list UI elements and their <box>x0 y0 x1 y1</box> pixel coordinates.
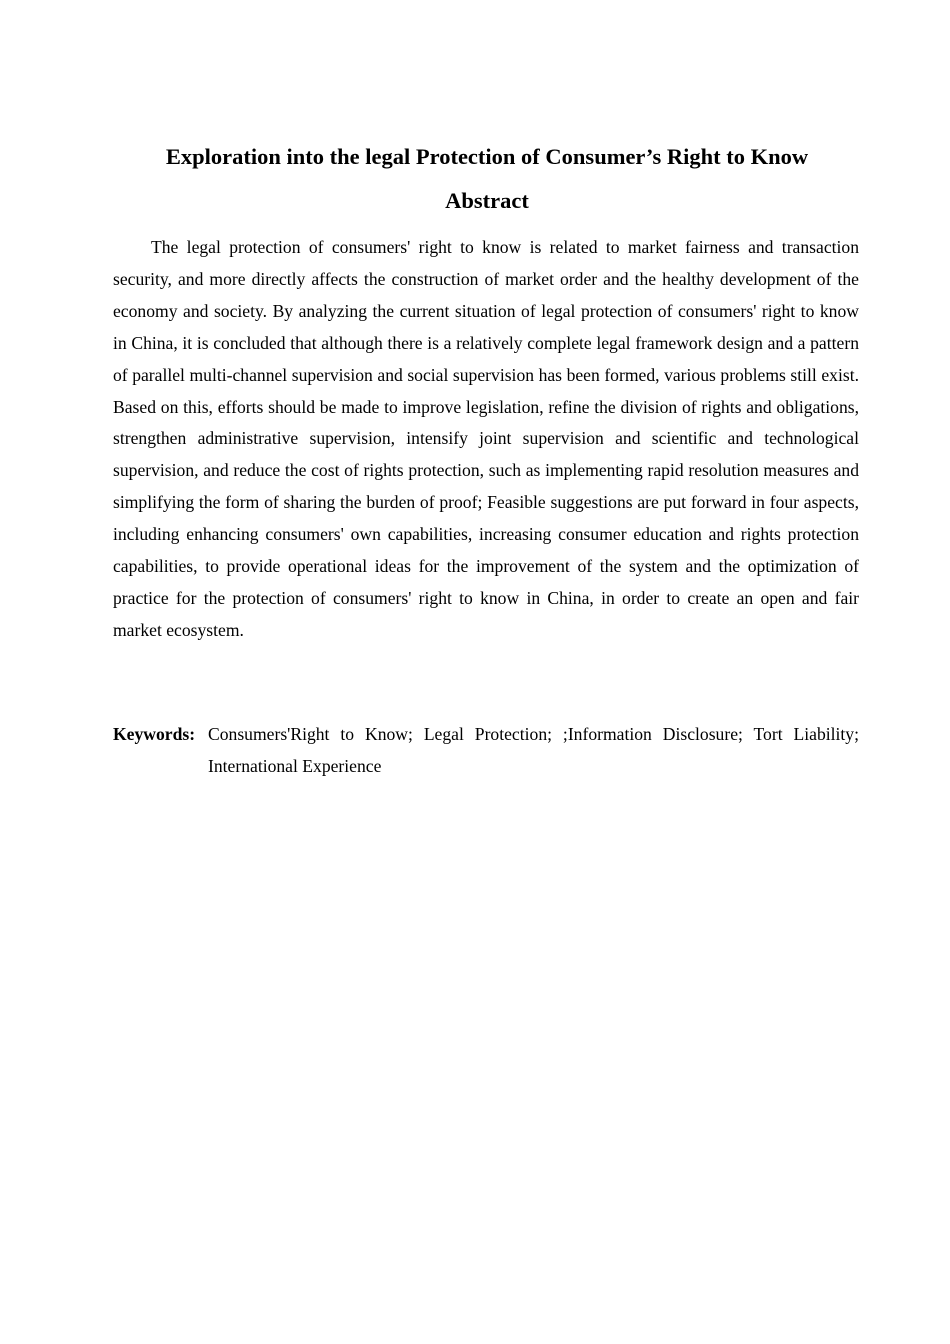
paper-title: Exploration into the legal Protection of Consumer’s Right to Know <box>165 144 809 169</box>
abstract-heading: Abstract <box>445 188 529 213</box>
abstract-body: The legal protection of consumers' right to know is related to market fairness and transaction security, and more directly affects the construction of market order and the healthy development of the economy and society. By analyzing the current situation of legal protection of consumers' right to know in China, it is concluded that although there is a relatively complete legal framework design and a pattern of parallel multi-channel supervision and social supervision has been formed, various problems still exist. Based on this, efforts should be made to improve legislation, refine the division of rights and obligations, strengthen administrative supervision, intensify joint supervision and scientific and technological supervision, and reduce the cost of rights protection, such as implementing rapid resolution measures and simplifying the form of sharing the burden of proof; Feasible suggestions are put forward in four aspects, including enhancing consumers' own capabilities, increasing consumer education and rights protection capabilities, to provide operational ideas for the improvement of the system and the optimization of practice for the protection of consumers' right to know in China, in order to create an open and fair market ecosystem. <box>113 237 859 640</box>
keywords-section <box>113 719 859 783</box>
keywords-label: Keywords: <box>113 724 196 744</box>
keywords-list: Consumers'Right to Know; Legal Protection; ;Information Disclosure; Tort Liability; International Experience <box>208 724 859 776</box>
